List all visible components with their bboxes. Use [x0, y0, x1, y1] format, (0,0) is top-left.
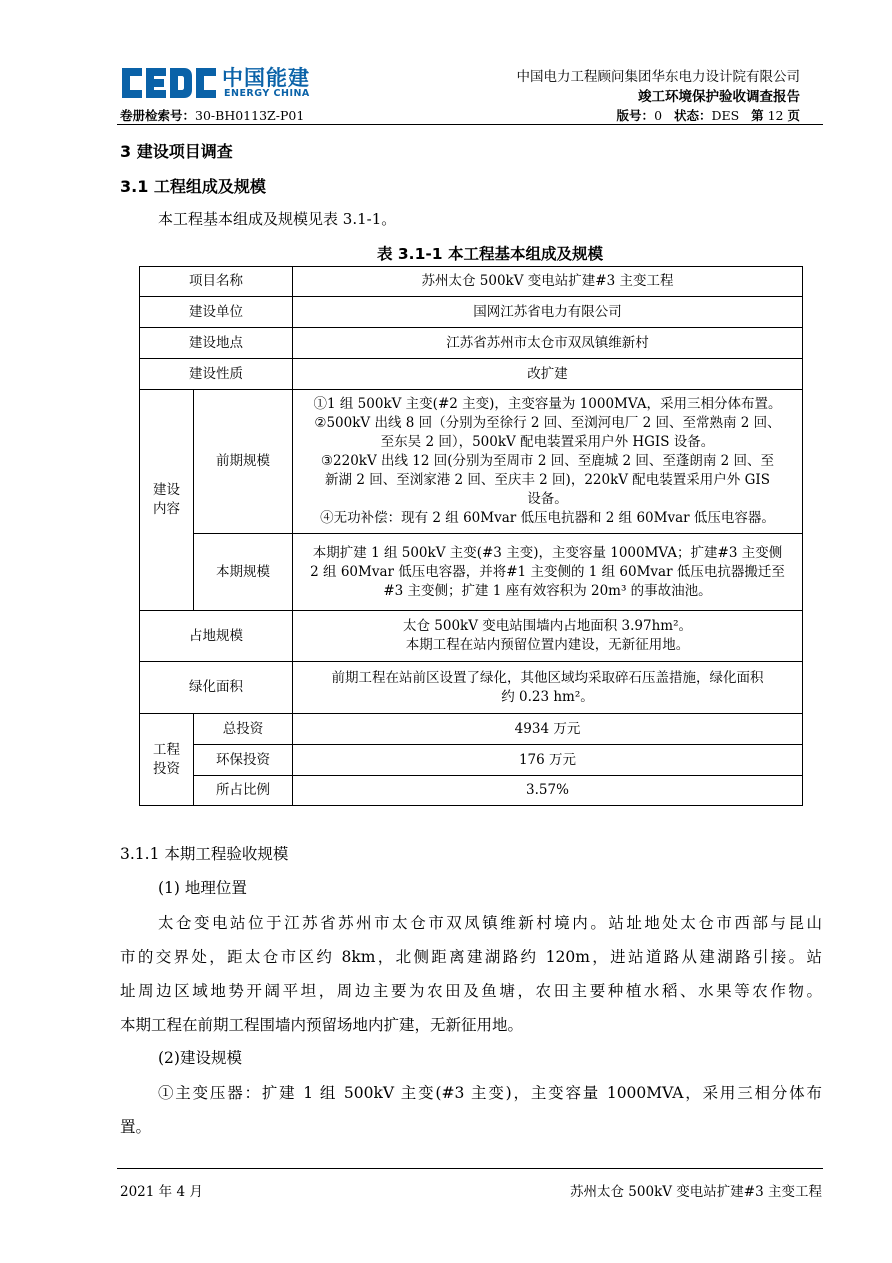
previous-scale-line: ④无功补偿：现有 2 组 60Mvar 低压电抗器和 2 组 60Mvar 低压电容器。: [320, 510, 775, 526]
previous-scale-label: 前期规模: [194, 390, 293, 534]
previous-scale-line: 至东吴 2 回），500kV 配电装置采用户外 HGIS 设备。: [380, 434, 715, 450]
current-scale-label: 本期规模: [194, 534, 293, 611]
geo-paragraph: [120, 906, 822, 1042]
page-suffix: 页: [787, 108, 800, 123]
header-report-title: 竣工环境保护验收调查报告: [638, 89, 800, 105]
previous-scale-line: ③220kV 出线 12 回(分别为至周市 2 回、至鹿城 2 回、至蓬朗南 2 回、至: [320, 453, 775, 469]
previous-scale-line: 新湖 2 回、至浏家港 2 回、至庆丰 2 回)，220kV 配电装置采用户外 GIS: [325, 472, 770, 488]
previous-scale-value: [293, 390, 803, 534]
current-scale-line: 本期扩建 1 组 500kV 主变(#3 主变)，主变容量 1000MVA；扩建#3 主变侧: [312, 544, 783, 561]
status-value: DES: [711, 108, 740, 123]
ratio-label: 所占比例: [194, 776, 293, 806]
footer-divider: [117, 1168, 823, 1169]
table-row: [140, 776, 803, 806]
table-row: [140, 267, 803, 297]
table-row: [140, 297, 803, 328]
location-value: 江苏省苏州市太仓市双凤镇维新村: [293, 328, 803, 359]
table-row: [140, 745, 803, 776]
scale-heading: (2)建设规模: [158, 1049, 242, 1067]
land-value: [293, 611, 803, 662]
total-invest-label: 总投资: [194, 714, 293, 745]
header-version: [617, 106, 800, 124]
page-prefix: 第: [751, 108, 764, 123]
section-heading: 3.1 工程组成及规模: [120, 177, 266, 196]
green-line: 约 0.23 hm²。: [501, 688, 594, 705]
logo-english-text: ENERGY CHINA: [224, 88, 310, 99]
project-name-value: 苏州太仓 500kV 变电站扩建#3 主变工程: [293, 267, 803, 297]
index-value: 30-BH0113Z-P01: [195, 108, 305, 123]
table-row: [140, 328, 803, 359]
paragraph-line: 置。: [120, 1118, 152, 1136]
current-scale-value: [293, 534, 803, 611]
paragraph-line: 本期工程在前期工程围墙内预留场地内扩建，无新征用地。: [120, 1016, 524, 1034]
ceec-logo-icon: [120, 66, 218, 100]
table-caption: 表 3.1-1 本工程基本组成及规模: [377, 245, 603, 263]
subsection-heading: 3.1.1 本期工程验收规模: [120, 845, 289, 863]
scale-paragraph: [120, 1076, 822, 1144]
green-line: 前期工程在站前区设置了绿化，其他区域均采取碎石压盖措施，绿化面积: [331, 669, 764, 686]
header-divider: [117, 124, 823, 125]
page-number: 12: [767, 108, 784, 123]
status-label: 状态：: [673, 108, 712, 123]
location-label: 建设地点: [140, 328, 293, 359]
land-line: 本期工程在站内预留位置内建设，无新征用地。: [405, 637, 690, 653]
project-name-label: 项目名称: [140, 267, 293, 297]
nature-label: 建设性质: [140, 359, 293, 390]
invest-label-line: 工程: [153, 741, 180, 758]
paragraph-line: 市的交界处，距太仓市区约 8km，北侧距离建湖路约 120m，进站道路从建湖路引接。站: [120, 948, 822, 966]
paragraph-line: 太仓变电站位于江苏省苏州市太仓市双凤镇维新村境内。站址地处太仓市西部与昆山: [158, 914, 822, 932]
nature-value: 改扩建: [293, 359, 803, 390]
env-invest-label: 环保投资: [194, 745, 293, 776]
builder-value: 国网江苏省电力有限公司: [293, 297, 803, 328]
total-invest-value: 4934 万元: [293, 714, 803, 745]
ratio-value: 3.57%: [293, 776, 803, 806]
logo-chinese-text: 中国能建: [222, 66, 310, 90]
previous-scale-line: 设备。: [527, 491, 568, 507]
previous-scale-line: ②500kV 出线 8 回（分别为至徐行 2 回、至浏河电厂 2 回、至常熟南 2 回、: [314, 415, 781, 431]
current-scale-line: #3 主变侧；扩建 1 座有效容积为 20m³ 的事故油池。: [383, 582, 712, 599]
footer-date: 2021 年 4 月: [120, 1184, 203, 1200]
table-row: [140, 359, 803, 390]
invest-label-line: 投资: [153, 760, 180, 777]
table-row: [140, 611, 803, 662]
intro-text: 本工程基本组成及规模见表 3.1-1。: [158, 210, 397, 228]
green-label: 绿化面积: [140, 662, 293, 714]
chapter-heading: 3 建设项目调查: [120, 142, 233, 161]
paragraph-line: ①主变压器：扩建 1 组 500kV 主变(#3 主变)，主变容量 1000MVA，采用三相分体布: [158, 1084, 822, 1102]
land-line: 太仓 500kV 变电站围墙内占地面积 3.97hm²。: [402, 618, 693, 634]
content-label-line: 建设: [153, 482, 180, 498]
table-row: [140, 390, 803, 534]
index-label: 卷册检索号：: [120, 108, 196, 123]
green-value: [293, 662, 803, 714]
builder-label: 建设单位: [140, 297, 293, 328]
invest-label: [140, 714, 194, 806]
header-company: 中国电力工程顾问集团华东电力设计院有限公司: [516, 69, 800, 85]
paragraph-line: 址周边区域地势开阔平坦，周边主要为农田及鱼塘，农田主要种植水稻、水果等农作物。: [120, 982, 822, 1000]
env-invest-value: 176 万元: [293, 745, 803, 776]
land-label: 占地规模: [140, 611, 293, 662]
table-row: [140, 662, 803, 714]
version-label: 版号：: [616, 108, 655, 123]
previous-scale-line: ①1 组 500kV 主变(#2 主变)，主变容量为 1000MVA，采用三相分体布置。: [313, 396, 782, 412]
current-scale-line: 2 组 60Mvar 低压电容器，并将#1 主变侧的 1 组 60Mvar 低压电抗器搬迁至: [310, 563, 785, 580]
header-index: [120, 106, 304, 124]
project-composition-table: [139, 266, 803, 806]
version-value: 0: [654, 108, 663, 123]
footer-project: 苏州太仓 500kV 变电站扩建#3 主变工程: [570, 1184, 822, 1200]
content-label: [140, 390, 194, 611]
table-row: [140, 534, 803, 611]
geo-heading: (1) 地理位置: [158, 879, 247, 897]
content-label-line: 内容: [153, 501, 180, 517]
table-row: [140, 714, 803, 745]
